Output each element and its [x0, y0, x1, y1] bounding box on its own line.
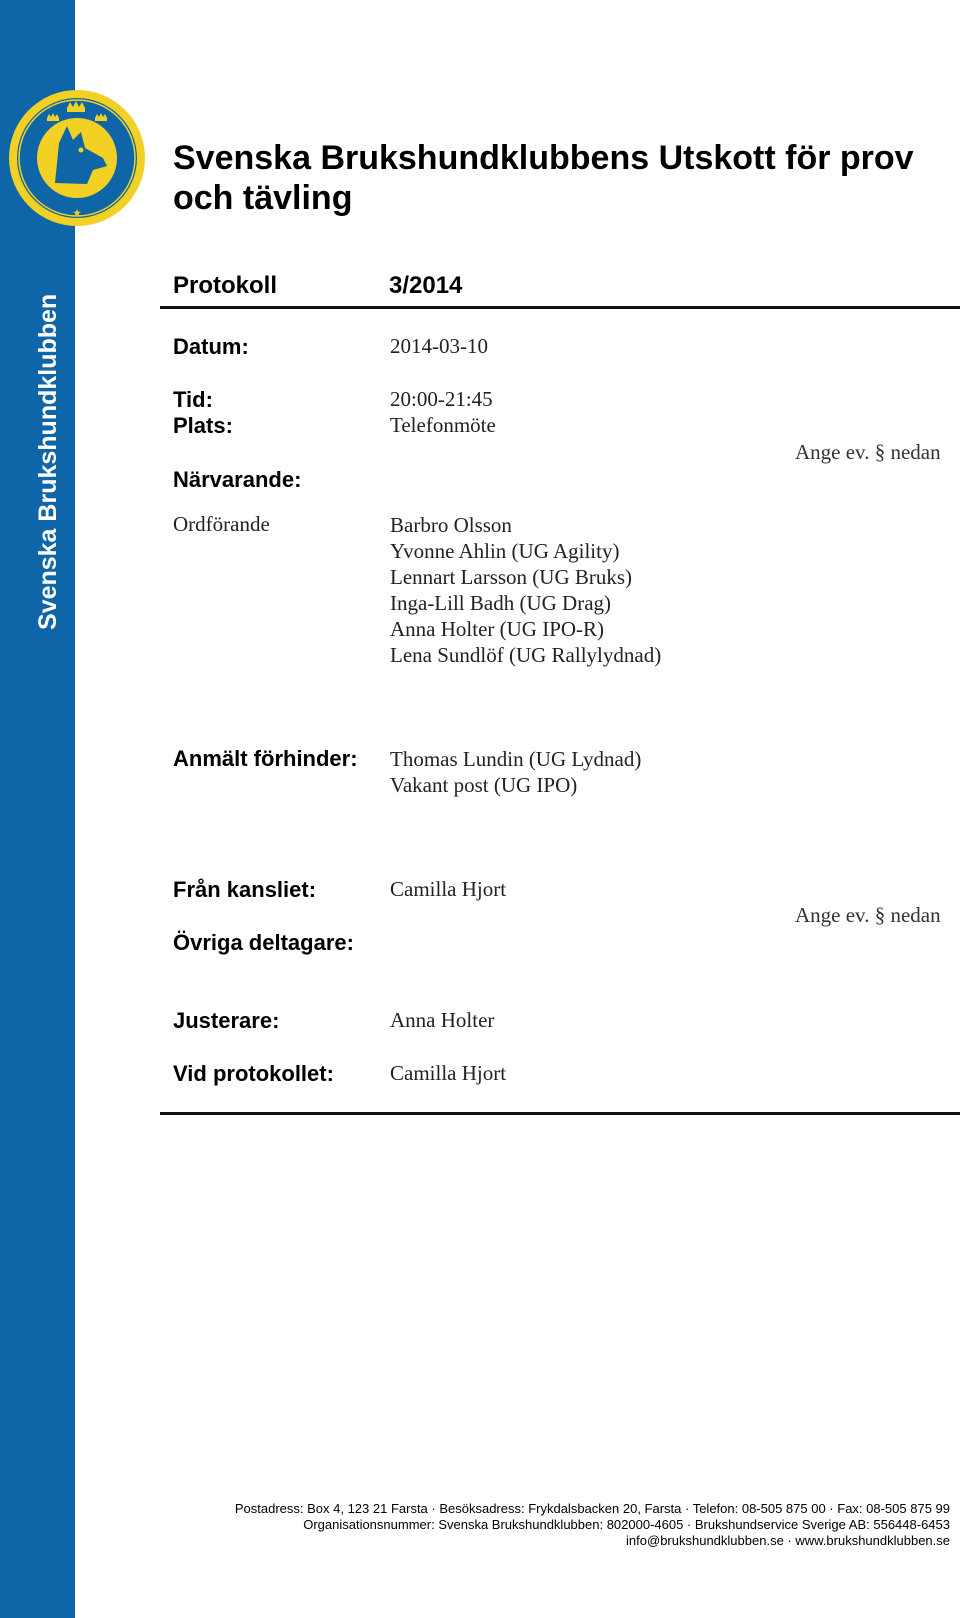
sidebar-band — [0, 0, 75, 1618]
sidebar-org-name: Svenska Brukshundklubben — [34, 293, 62, 630]
footer-contact: info@brukshundklubben.se · www.brukshundklubben.se — [626, 1533, 950, 1548]
footer-address: Postadress: Box 4, 123 21 Farsta · Besöksadress: Frykdalsbacken 20, Farsta · Telefon: 08-505 875 00 · Fax: 08-505 875 99 — [234, 1501, 950, 1516]
tid-value: 20:00-21:45 — [390, 387, 493, 411]
svg-text:★: ★ — [72, 208, 82, 218]
vid-protokollet-label: Vid protokollet: — [173, 1061, 334, 1086]
list-item: Yvonne Ahlin (UG Agility) — [390, 539, 620, 563]
anmalt-list — [390, 746, 641, 798]
protokoll-label: Protokoll — [173, 272, 278, 299]
ange-note-1: Ange ev. § nedan — [795, 440, 941, 464]
ange-note-2: Ange ev. § nedan — [795, 903, 941, 927]
footer-org-numbers: Organisationsnummer: Svenska Brukshundklubben: 802000-4605 · Brukshundservice Sverige AB: 556448-6453 — [303, 1517, 950, 1532]
header-rule — [160, 306, 960, 309]
narvarande-label: Närvarande: — [173, 467, 302, 492]
datum-value: 2014-03-10 — [390, 334, 488, 358]
justerare-label: Justerare: — [173, 1008, 280, 1033]
list-item: Vakant post (UG IPO) — [390, 773, 578, 797]
datum-label: Datum: — [173, 334, 249, 359]
ovriga-label: Övriga deltagare: — [173, 930, 354, 955]
club-seal-logo — [7, 88, 147, 228]
footer — [160, 1501, 950, 1549]
kansliet-label: Från kansliet: — [173, 877, 317, 902]
plats-value: Telefonmöte — [390, 413, 496, 437]
vid-protokollet-value: Camilla Hjort — [390, 1061, 507, 1085]
list-item: Inga-Lill Badh (UG Drag) — [390, 591, 612, 615]
document-title: Svenska Brukshundklubbens Utskott för prov och tävling — [173, 139, 914, 217]
list-item: Anna Holter (UG IPO-R) — [390, 617, 605, 641]
list-item: Barbro Olsson — [390, 513, 512, 537]
protokoll-number: 3/2014 — [389, 272, 463, 299]
justerare-value: Anna Holter — [390, 1008, 495, 1032]
list-item: Thomas Lundin (UG Lydnad) — [390, 747, 642, 771]
section-rule — [160, 1112, 960, 1115]
plats-label: Plats: — [173, 413, 233, 438]
kansliet-value: Camilla Hjort — [390, 877, 507, 901]
list-item: Lennart Larsson (UG Bruks) — [390, 565, 633, 589]
ordforande-role: Ordförande — [173, 512, 270, 536]
tid-label: Tid: — [173, 387, 213, 412]
list-item: Lena Sundlöf (UG Rallylydnad) — [390, 643, 662, 667]
anmalt-label: Anmält förhinder: — [173, 746, 358, 771]
narvarande-list — [390, 512, 661, 668]
